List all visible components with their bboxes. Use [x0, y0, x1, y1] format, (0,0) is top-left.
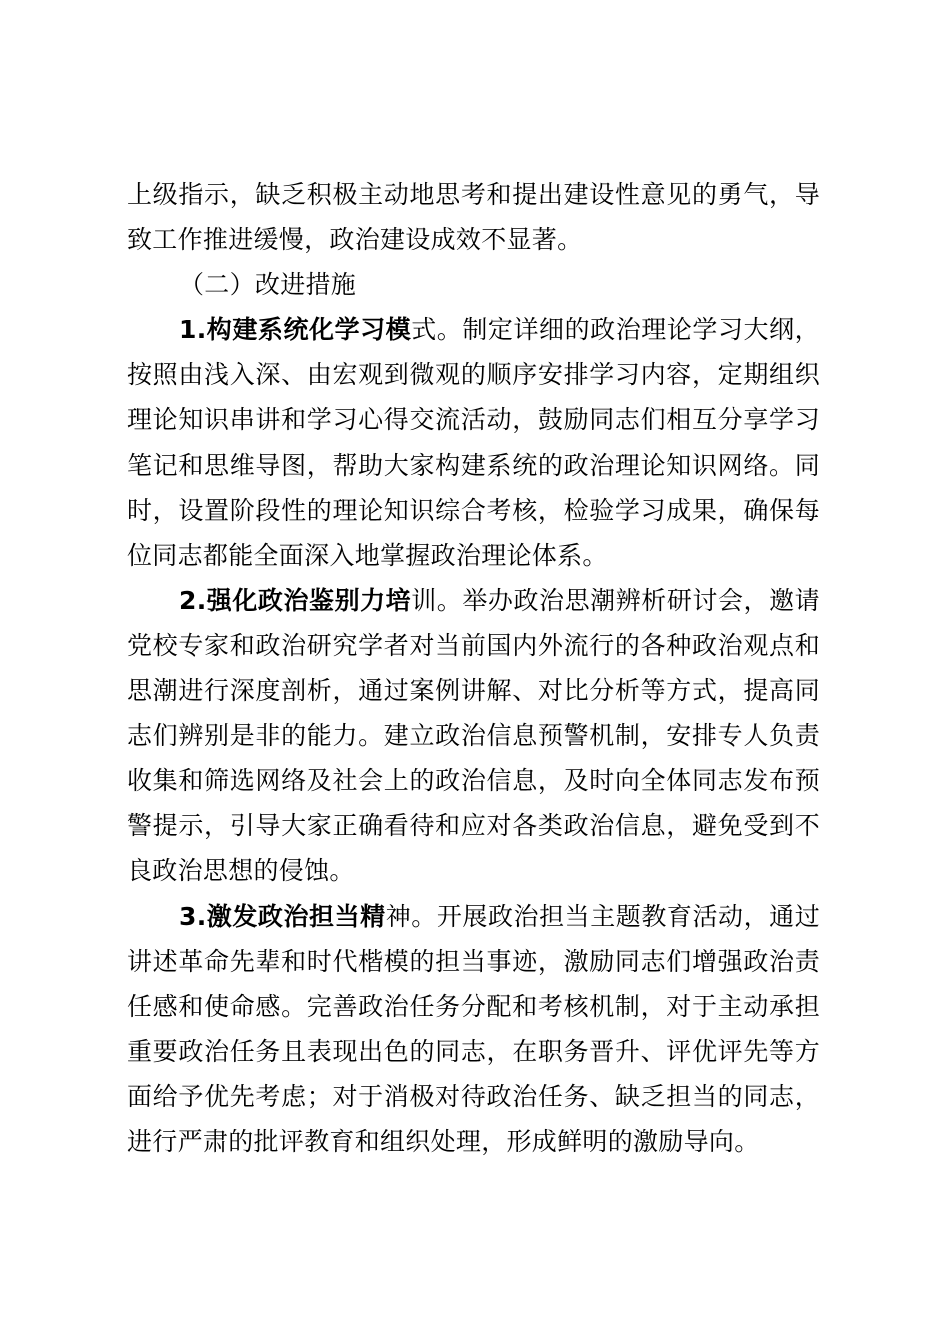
continuation-paragraph: 上级指示，缺乏积极主动地思考和提出建设性意见的勇气，导致工作推进缓慢，政治建设成效不显著。 — [127, 180, 820, 255]
measure-3-text: 神。开展政治担当主题教育活动，通过讲述革命先辈和时代楷模的担当事迹，激励同志们增强政治责任感和使命感。完善政治任务分配和考核机制，对于主动承担重要政治任务且表现出色的同志，在职务晋升、评优评先等方面给予优先考虑；对于消极对待政治任务、缺乏担当的同志，进行严肃的批评教育和组织处理，形成鲜明的激励导向。 — [127, 901, 821, 1156]
measure-1-text: 式。制定详细的政治理论学习大纲，按照由浅入深、由宏观到微观的顺序安排学习内容，定期组织理论知识串讲和学习心得交流活动，鼓励同志们相互分享学习笔记和思维导图，帮助大家构建系统的政治理论知识网络。同时，设置阶段性的理论知识综合考核，检验学习成果，确保每位同志都能全面深入地掌握政治理论体系。 — [127, 315, 820, 570]
section-heading: （二）改进措施 — [179, 270, 357, 300]
measure-2-text: 训。举办政治思潮辨析研讨会，邀请党校专家和政治研究学者对当前国内外流行的各种政治观点和思潮进行深度剖析，通过案例讲解、对比分析等方式，提高同志们辨别是非的能力。建立政治信息预警机制，安排专人负责收集和筛选网络及社会上的政治信息，及时向全体同志发布预警提示，引导大家正确看待和应对各类政治信息，避免受到不良政治思想的侵蚀。 — [127, 585, 820, 886]
measure-1-lead: 1.构建系统化学习模 — [179, 315, 412, 345]
document-body — [127, 172, 820, 1164]
measure-2-lead: 2.强化政治鉴别力培 — [179, 585, 412, 615]
measure-2-paragraph — [127, 578, 820, 894]
measure-3-paragraph — [127, 894, 820, 1165]
measure-3-lead: 3.激发政治担当精 — [179, 901, 386, 931]
measure-1-paragraph — [127, 307, 820, 578]
